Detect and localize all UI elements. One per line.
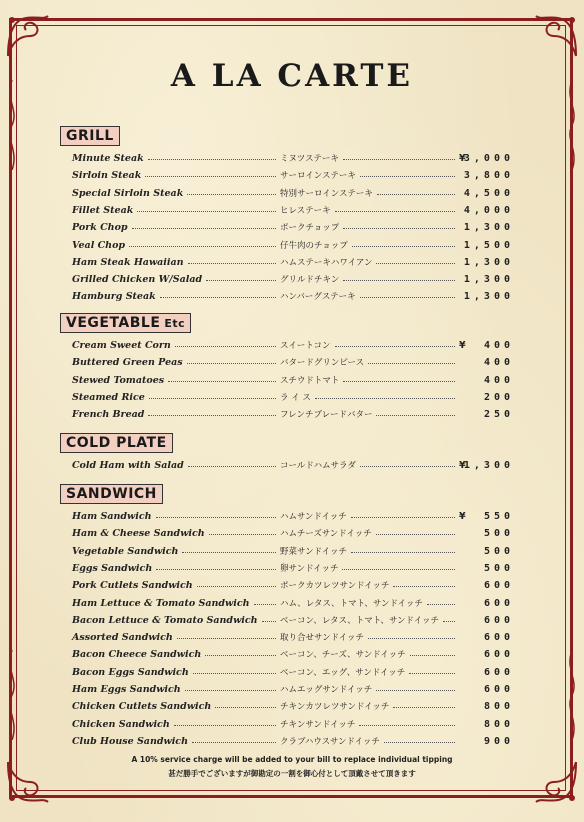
menu-item-price: 600 xyxy=(483,666,514,678)
dot-leader xyxy=(145,176,276,177)
dot-leader xyxy=(137,211,276,212)
dot-leader xyxy=(368,363,455,364)
dot-leader xyxy=(384,742,455,743)
menu-item-name-jp: スイートコン xyxy=(280,341,331,351)
menu-item-row xyxy=(72,665,514,681)
menu-item-name: Cream Sweet Corn xyxy=(72,340,171,351)
menu-item-price: 1,300 xyxy=(463,291,514,303)
dot-leader xyxy=(177,638,276,639)
menu-item-row xyxy=(72,390,514,406)
menu-item-name: Hamburg Steak xyxy=(72,291,156,303)
dot-leader xyxy=(187,363,276,364)
menu-item-name: Sirloin Steak xyxy=(72,170,142,182)
menu-item-name: Grilled Chicken W/Salad xyxy=(72,274,203,286)
menu-item-row xyxy=(72,526,514,542)
menu-item-price: 600 xyxy=(483,597,514,609)
dot-leader xyxy=(160,297,276,298)
menu-item-name: Eggs Sandwich xyxy=(72,562,153,574)
dot-leader xyxy=(209,534,276,535)
menu-item-row xyxy=(72,407,514,423)
dot-leader xyxy=(148,159,276,160)
menu-item-price: 400 xyxy=(483,340,514,351)
dot-leader xyxy=(192,742,276,743)
menu-item-price: 400 xyxy=(483,357,514,369)
menu-item-price: 800 xyxy=(483,701,514,713)
menu-item-name: Vegetable Sandwich xyxy=(72,545,179,557)
menu-item-row xyxy=(72,717,514,733)
dot-leader xyxy=(187,194,276,195)
menu-item-name-jp: ミヌツステーキ xyxy=(280,154,339,164)
dot-leader xyxy=(360,466,455,467)
corner-ornament-icon xyxy=(4,12,50,58)
menu-item-name-jp: バタードグリンピース xyxy=(280,358,365,369)
menu-item-name-jp: ポークカツレツサンドイッチ xyxy=(280,581,390,592)
corner-ornament-icon xyxy=(4,760,50,806)
section-header-cold-plate xyxy=(60,432,173,453)
menu-title: A LA CARTE xyxy=(170,58,414,94)
menu-item-price: 800 xyxy=(483,718,514,730)
menu-item-row xyxy=(72,699,514,715)
menu-item-name: Chicken Sandwich xyxy=(72,718,170,730)
menu-item-name: Cold Ham with Salad xyxy=(72,460,184,471)
menu-item-price: 900 xyxy=(483,735,514,747)
section-label-suffix xyxy=(160,313,191,333)
menu-item-row xyxy=(72,458,514,474)
dot-leader xyxy=(376,690,455,691)
menu-item-name-jp: 特別サーロインステーキ xyxy=(280,188,373,199)
menu-item-name: French Bread xyxy=(72,409,145,421)
menu-item-price: 1,300 xyxy=(463,256,514,268)
menu-item-name-jp: コールドハムサラダ xyxy=(280,461,356,471)
menu-item-row xyxy=(72,220,514,236)
menu-item-row xyxy=(72,509,514,525)
menu-item-name: Assorted Sandwich xyxy=(72,632,173,644)
menu-item-name: Steamed Rice xyxy=(72,391,145,403)
menu-item-name-jp: フレンチブレードバター xyxy=(280,410,373,421)
menu-item-name: Buttered Green Peas xyxy=(72,357,183,369)
menu-item-row xyxy=(72,596,514,612)
section-header-vegetable xyxy=(60,312,191,333)
dot-leader xyxy=(182,552,276,553)
dot-leader xyxy=(197,586,276,587)
menu-item-name: Bacon Eggs Sandwich xyxy=(72,666,189,678)
menu-item-price: 4,500 xyxy=(463,187,514,199)
menu-item-price: 600 xyxy=(483,614,514,626)
menu-item-name: Ham Eggs Sandwich xyxy=(72,684,181,695)
menu-item-price: 3,000 xyxy=(463,153,514,164)
dot-leader xyxy=(368,638,455,639)
menu-item-price: 500 xyxy=(483,545,514,557)
menu-item-name-jp: ポークチョップ xyxy=(280,223,340,234)
dot-leader xyxy=(156,569,276,570)
dot-leader xyxy=(409,673,455,674)
menu-item-name: Bacon Cheece Sandwich xyxy=(72,649,202,661)
dot-leader xyxy=(351,517,455,518)
section-label: SANDWICH xyxy=(60,484,163,504)
menu-item-price: 3,800 xyxy=(463,170,514,182)
menu-item-row xyxy=(72,682,514,698)
menu-item-row xyxy=(72,186,514,202)
dot-leader xyxy=(393,707,455,708)
menu-item-row xyxy=(72,151,514,167)
menu-item-name-jp: 取り合せサンドイッチ xyxy=(280,633,364,644)
dot-leader xyxy=(343,228,455,229)
menu-item-name-jp: ハム、レタス、トマト、サンドイッチ xyxy=(280,598,423,609)
menu-item-name-jp: スチウドトマト xyxy=(280,375,340,386)
menu-item-row xyxy=(72,238,514,254)
menu-item-name-jp: サーロインステーキ xyxy=(280,171,356,182)
dot-leader xyxy=(175,346,276,347)
menu-item-price: 550 xyxy=(483,511,514,522)
dot-leader xyxy=(393,586,455,587)
menu-item-price: 1,300 xyxy=(463,222,514,234)
dot-leader xyxy=(351,552,455,553)
dot-leader xyxy=(205,655,276,656)
dot-leader xyxy=(352,246,455,247)
menu-item-row xyxy=(72,373,514,389)
section-header-grill xyxy=(60,125,120,146)
menu-item-name: Ham & Cheese Sandwich xyxy=(72,528,205,540)
menu-item-name: Minute Steak xyxy=(72,153,144,164)
menu-item-row xyxy=(72,630,514,646)
dot-leader xyxy=(215,707,276,708)
dot-leader xyxy=(254,604,276,605)
dot-leader xyxy=(343,280,455,281)
menu-item-price: 500 xyxy=(483,528,514,540)
dot-leader xyxy=(359,725,455,726)
yen-sign: ¥ xyxy=(459,153,466,164)
menu-item-name-jp: グリルドチキン xyxy=(280,275,340,286)
dot-leader xyxy=(376,415,455,416)
dot-leader xyxy=(132,228,276,229)
menu-item-name-jp: ベーコン、レタス、トマト、サンドイッチ xyxy=(280,615,439,626)
menu-item-name-jp: ハムステーキハワイアン xyxy=(280,257,373,268)
menu-item-name-jp: 仔牛肉のチョップ xyxy=(280,240,348,251)
menu-item-name-jp: チキンサンドイッチ xyxy=(280,719,356,730)
corner-ornament-icon xyxy=(534,760,580,806)
menu-item-row xyxy=(72,647,514,663)
corner-ornament-icon xyxy=(534,12,580,58)
menu-item-price: 500 xyxy=(483,562,514,574)
dot-leader xyxy=(360,297,455,298)
menu-item-name: Stewed Tomatoes xyxy=(72,374,165,386)
menu-item-name-jp: 野菜サンドイッチ xyxy=(280,546,347,557)
menu-item-price: 1,500 xyxy=(463,239,514,251)
menu-item-name: Veal Chop xyxy=(72,239,126,251)
dot-leader xyxy=(342,569,455,570)
dot-leader xyxy=(360,176,455,177)
dot-leader xyxy=(315,398,455,399)
dot-leader xyxy=(188,466,276,467)
section-label-suffix-text: Etc xyxy=(164,317,186,330)
menu-item-row xyxy=(72,289,514,305)
side-ornament-icon xyxy=(565,650,579,740)
menu-item-row xyxy=(72,203,514,219)
menu-item-name: Special Sirloin Steak xyxy=(72,187,184,199)
menu-item-price: 200 xyxy=(483,391,514,403)
yen-sign: ¥ xyxy=(459,340,466,351)
dot-leader xyxy=(149,398,276,399)
menu-item-price: 600 xyxy=(483,580,514,592)
menu-item-row xyxy=(72,544,514,560)
dot-leader xyxy=(376,534,455,535)
menu-item-row xyxy=(72,338,514,354)
section-label: GRILL xyxy=(60,126,120,146)
menu-item-name-jp: ヒレステーキ xyxy=(280,205,331,216)
dot-leader xyxy=(343,381,455,382)
dot-leader xyxy=(129,246,276,247)
menu-item-name-jp: ハムサンドイッチ xyxy=(280,512,347,522)
dot-leader xyxy=(376,263,455,264)
menu-item-price: 600 xyxy=(483,684,514,695)
menu-item-row xyxy=(72,578,514,594)
yen-sign: ¥ xyxy=(459,511,466,522)
menu-item-row xyxy=(72,613,514,629)
dot-leader xyxy=(262,621,276,622)
dot-leader xyxy=(168,381,276,382)
menu-item-name: Pork Cutlets Sandwich xyxy=(72,580,193,592)
menu-item-name-jp: チキンカツレツサンドイッチ xyxy=(280,702,390,713)
menu-item-name: Ham Steak Hawaiian xyxy=(72,256,184,268)
menu-item-name-jp: ハムエッグサンドイッチ xyxy=(280,685,373,695)
menu-item-name: Bacon Lettuce & Tomato Sandwich xyxy=(72,614,258,626)
menu-item-row xyxy=(72,734,514,750)
menu-item-row xyxy=(72,355,514,371)
dot-leader xyxy=(193,673,276,674)
menu-item-name-jp: ラ イ ス xyxy=(280,392,311,403)
dot-leader xyxy=(410,655,455,656)
menu-item-row xyxy=(72,561,514,577)
menu-item-name-jp: ベーコン、エッグ、サンドイッチ xyxy=(280,667,406,678)
menu-item-row xyxy=(72,255,514,271)
menu-item-name-jp: 卵サンドイッチ xyxy=(280,563,339,574)
menu-item-name: Ham Sandwich xyxy=(72,511,152,522)
side-ornament-icon xyxy=(5,650,19,740)
menu-item-name: Ham Lettuce & Tomato Sandwich xyxy=(72,597,250,609)
menu-item-price: 400 xyxy=(483,374,514,386)
dot-leader xyxy=(443,621,455,622)
service-charge-note: A 10% service charge will be added to your bill to replace individual tipping xyxy=(131,755,453,764)
dot-leader xyxy=(174,725,276,726)
menu-item-name-jp: クラブハウスサンドイッチ xyxy=(280,736,380,747)
dot-leader xyxy=(156,517,276,518)
section-label: VEGETABLE xyxy=(60,313,166,333)
section-label: COLD PLATE xyxy=(60,433,173,453)
menu-item-price: 600 xyxy=(483,649,514,661)
yen-sign: ¥ xyxy=(459,460,466,471)
menu-item-price: 1,300 xyxy=(463,274,514,286)
dot-leader xyxy=(343,159,455,160)
menu-item-name: Club House Sandwich xyxy=(72,735,188,747)
menu-item-name: Fillet Steak xyxy=(72,204,134,216)
menu-item-name-jp: ハンバーグステーキ xyxy=(280,292,356,303)
dot-leader xyxy=(206,280,276,281)
dot-leader xyxy=(185,690,276,691)
menu-item-price: 1,300 xyxy=(463,460,514,471)
menu-item-price: 600 xyxy=(483,632,514,644)
dot-leader xyxy=(148,415,276,416)
menu-item-row xyxy=(72,272,514,288)
menu-item-price: 4,000 xyxy=(463,204,514,216)
menu-item-name: Pork Chop xyxy=(72,222,128,234)
menu-item-name-jp: ベーコン、チーズ、サンドイッチ xyxy=(280,650,406,661)
dot-leader xyxy=(335,346,455,347)
menu-item-price: 250 xyxy=(483,409,514,421)
dot-leader xyxy=(427,604,455,605)
dot-leader xyxy=(335,211,455,212)
menu-item-name-jp: ハムチーズサンドイッチ xyxy=(280,529,372,540)
dot-leader xyxy=(188,263,276,264)
menu-item-name: Chicken Cutlets Sandwich xyxy=(72,701,212,713)
menu-item-row xyxy=(72,168,514,184)
section-header-sandwich xyxy=(60,483,163,504)
service-charge-note-jp: 甚だ勝手でございますが御勘定の一割を御心付として頂戴させて頂きます xyxy=(168,769,416,778)
dot-leader xyxy=(377,194,455,195)
